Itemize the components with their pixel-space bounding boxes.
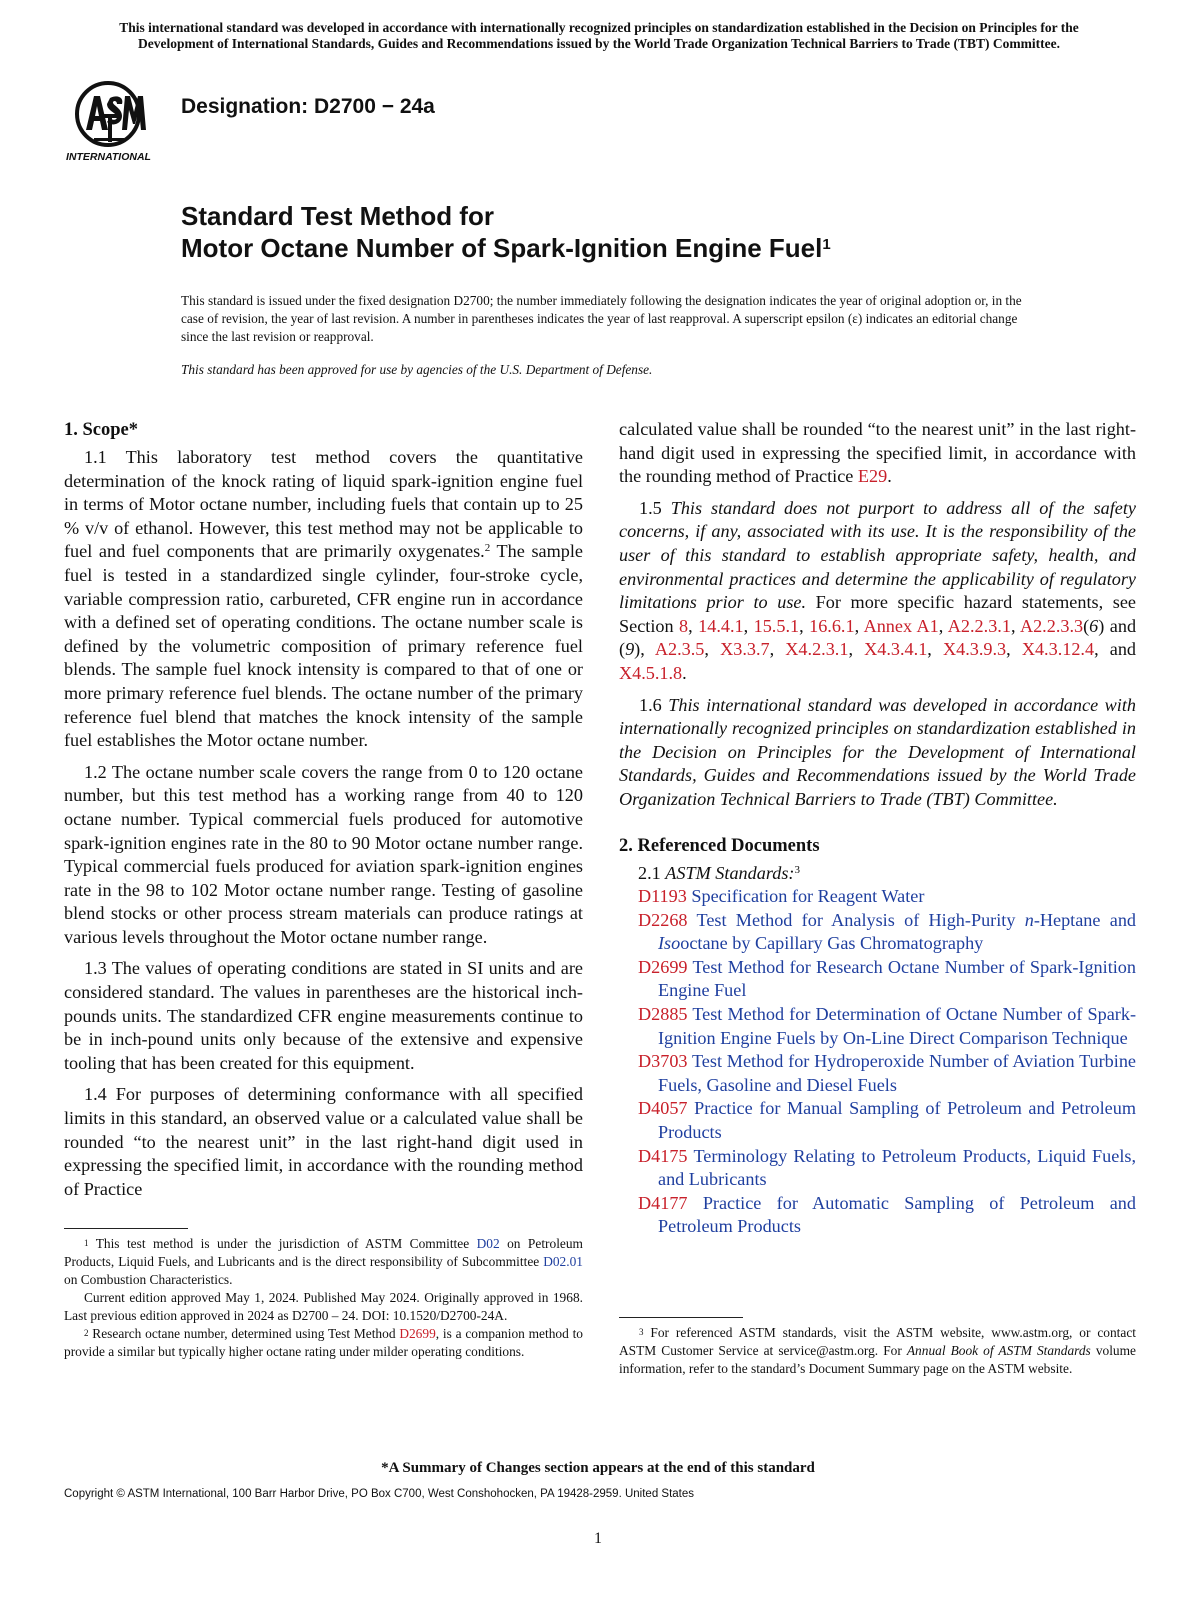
footnote-divider-right: [619, 1317, 743, 1318]
summary-of-changes-note: *A Summary of Changes section appears at the end of this standard: [381, 1460, 815, 1476]
link-x3-3-7[interactable]: X3.3.7: [720, 639, 770, 660]
title-line-2: Motor Octane Number of Spark-Ignition Engine Fuel: [181, 233, 823, 263]
link-16-6-1[interactable]: 16.6.1: [809, 615, 855, 636]
tbt-notice-line-2: Development of International Standards, Guides and Recommendations issued by the World Trade Organization Technical Barriers to Trade (TBT) Committee.: [137, 36, 1060, 51]
footnote-ref-3[interactable]: 3: [794, 863, 800, 876]
para-1-4-continued: calculated value shall be rounded “to the nearest unit” in the last right-hand digit used in expressing the specified limit, in accordance with the rounding method of Practice E29.: [619, 419, 1136, 487]
link-15-5-1[interactable]: 15.5.1: [753, 615, 800, 636]
link-d2699[interactable]: D2699: [399, 1326, 436, 1341]
link-a2-2-3-1[interactable]: A2.2.3.1: [947, 615, 1011, 636]
link-section-8[interactable]: 8: [679, 615, 689, 636]
link-a2-2-3-3[interactable]: A2.2.3.3: [1019, 615, 1084, 636]
reference-item[interactable]: D3703 Test Method for Hydroperoxide Number of Aviation Turbine Fuels, Gasoline and Diesel Fuels: [638, 1051, 1136, 1095]
link-e29[interactable]: E29: [857, 466, 888, 487]
footnotes-left: [64, 1235, 583, 1361]
astm-logo-icon: [64, 80, 168, 166]
footnote-3: $^3$ For referenced ASTM standards, visit the ASTM website, www.astm.org, or contact ASTM Customer Service at service@astm.org. For Annual Book of ASTM Standards volume information, refer to the standard’s Document Summary page on the ASTM website.: [619, 1325, 1136, 1376]
title-footnote-mark[interactable]: 1: [822, 236, 831, 253]
right-column: [619, 418, 1136, 1239]
footnote-ref-2[interactable]: 2: [484, 542, 491, 555]
para-1-4: 1.4 For purposes of determining conformance with all specified limits in this standard, an observed value or a calculated value shall be rounded “to the nearest unit” in the last right-hand digit used in expressing the specified limit, in accordance with the rounding method of Practice: [64, 1084, 583, 1199]
link-x4-5-1-8[interactable]: X4.5.1.8: [619, 662, 683, 683]
reference-list: [619, 885, 1136, 1239]
link-d02-01[interactable]: D02.01: [543, 1254, 583, 1269]
issue-note: This standard is issued under the fixed designation D2700; the number immediately following the designation indicates the year of original adoption or, in the case of revision, the year of last revision. A number in parentheses indicates the year of last reapproval. A superscript epsilon (ε) indicates an editorial change since the last revision or reapproval.: [181, 293, 1022, 344]
link-a2-3-5[interactable]: A2.3.5: [654, 639, 705, 660]
document-title: [181, 200, 831, 264]
reference-item[interactable]: D2268 Test Method for Analysis of High-Purity n-Heptane and Isooctane by Capillary Gas Chromatography: [638, 909, 1137, 954]
link-annex-a1[interactable]: Annex A1: [863, 615, 939, 636]
astm-standards-subheading: 2.1 ASTM Standards:$^3$: [638, 862, 800, 883]
logo-text: INTERNATIONAL: [66, 151, 151, 163]
page-number: 1: [594, 1530, 602, 1547]
reference-item[interactable]: D4175 Terminology Relating to Petroleum Products, Liquid Fuels, and Lubricants: [638, 1145, 1136, 1190]
reference-item[interactable]: D4177 Practice for Automatic Sampling of Petroleum and Petroleum Products: [638, 1192, 1136, 1237]
reference-item[interactable]: D4057 Practice for Manual Sampling of Petroleum and Petroleum Products: [638, 1098, 1136, 1143]
reference-item[interactable]: D2885 Test Method for Determination of Octane Number of Spark-Ignition Engine Fuels by On-Line Direct Comparison Technique: [638, 1004, 1137, 1048]
designation: Designation: D2700 − 24a: [181, 95, 435, 118]
dod-note: This standard has been approved for use by agencies of the U.S. Department of Defense.: [181, 362, 653, 377]
tbt-notice-line-1: This international standard was developed in accordance with internationally recognized principles on standardization established in the Decision on Principles for the: [119, 20, 1079, 35]
astm-logo: [64, 80, 168, 166]
link-x4-3-4-1[interactable]: X4.3.4.1: [864, 639, 928, 660]
reference-item[interactable]: D2699 Test Method for Research Octane Number of Spark-Ignition Engine Fuel: [638, 956, 1136, 1001]
tbt-notice: [60, 20, 1138, 52]
copyright-line: Copyright © ASTM International, 100 Barr Harbor Drive, PO Box C700, West Conshohocken, PA 19428-2959. United States: [64, 1488, 695, 1500]
link-x4-2-3-1[interactable]: X4.2.3.1: [785, 639, 849, 660]
link-x4-3-9-3[interactable]: X4.3.9.3: [942, 639, 1007, 660]
footnotes-right: [619, 1324, 1136, 1378]
reference-item[interactable]: D1193 Specification for Reagent Water: [638, 886, 925, 907]
footnote-1: $^1$ This test method is under the jurisdiction of ASTM Committee D02 on Petroleum Products, Liquid Fuels, and Lubricants and is the direct responsibility of Subcommittee D02.01 on Combustion Characteristics.: [64, 1236, 583, 1287]
link-d02[interactable]: D02: [476, 1236, 500, 1251]
para-1-1: 1.1 This laboratory test method covers the quantitative determination of the knock rating of liquid spark-ignition engine fuel in terms of Motor octane number, including fuels that contain up to 25 % v/v of ethanol. However, this test method may not be applicable to fuel and fuel components that are primarily oxygenates.$^2$ The sample fuel is tested in a standardized single cylinder, four-stroke cycle, variable compression ratio, carbureted, CFR engine run in accordance with a defined set of operating conditions. The octane number scale is defined by the volumetric composition of primary reference fuel blends. The sample fuel knock intensity is compared to that of one or more primary reference fuel blends. The octane number of the primary reference fuel blend that matches the knock intensity of the sample fuel establishes the Motor octane number.: [64, 447, 583, 751]
referenced-documents-heading: 2. Referenced Documents: [619, 835, 820, 856]
para-1-2: 1.2 The octane number scale covers the range from 0 to 120 octane number, but this test method has a working range from 40 to 120 octane number. Typical commercial fuels produced for automotive spark-ignition engines rate in the 80 to 90 Motor octane number range. Typical commercial fuels produced for aviation spark-ignition engines rate in the 98 to 102 Motor octane number range. Testing of gasoline blend stocks or other process stream materials can produce ratings at various levels throughout the Motor octane number range.: [64, 761, 583, 947]
para-1-5: 1.5 This standard does not purport to address all of the safety concerns, if any, associated with its use. It is the responsibility of the user of this standard to establish appropriate safety, health, and environmental practices and determine the applicability of regulatory limitations prior to use. For more specific hazard statements, see Section 8, 14.4.1, 15.5.1, 16.6.1, Annex A1, A2.2.3.1, A2.2.3.3(6) and (9), A2.3.5, X3.3.7, X4.2.3.1, X4.3.4.1, X4.3.9.3, X4.3.12.4, and X4.5.1.8.: [619, 497, 1137, 683]
footnote-2: $^2$ Research octane number, determined using Test Method D2699, is a companion method to provide a similar but typically higher octane rating under milder operating conditions.: [64, 1326, 584, 1359]
scope-heading: 1. Scope*: [64, 420, 138, 440]
para-1-3: 1.3 The values of operating conditions are stated in SI units and are considered standard. The values in parentheses are the historical inch-pounds units. The standardized CFR engine measurements continue to be in inch-pound units only because of the extensive and expensive tooling that has been created for this equipment.: [64, 958, 583, 1073]
link-x4-3-12-4[interactable]: X4.3.12.4: [1021, 639, 1095, 660]
title-line-1: Standard Test Method for: [181, 201, 494, 231]
para-1-6: 1.6 This international standard was developed in accordance with internationally recognized principles on standardization established in the Decision on Principles for the Development of International Standards, Guides and Recommendations issued by the World Trade Organization Technical Barriers to Trade (TBT) Committee.: [619, 694, 1137, 809]
left-column: [64, 418, 583, 1199]
link-14-4-1[interactable]: 14.4.1: [698, 615, 744, 636]
footnote-divider-left: [64, 1228, 188, 1229]
footnote-1-edition: Current edition approved May 1, 2024. Published May 2024. Originally approved in 1968. Last previous edition approved in 2024 as D2700 – 24. DOI: 10.1520/D2700-24A.: [64, 1290, 583, 1323]
